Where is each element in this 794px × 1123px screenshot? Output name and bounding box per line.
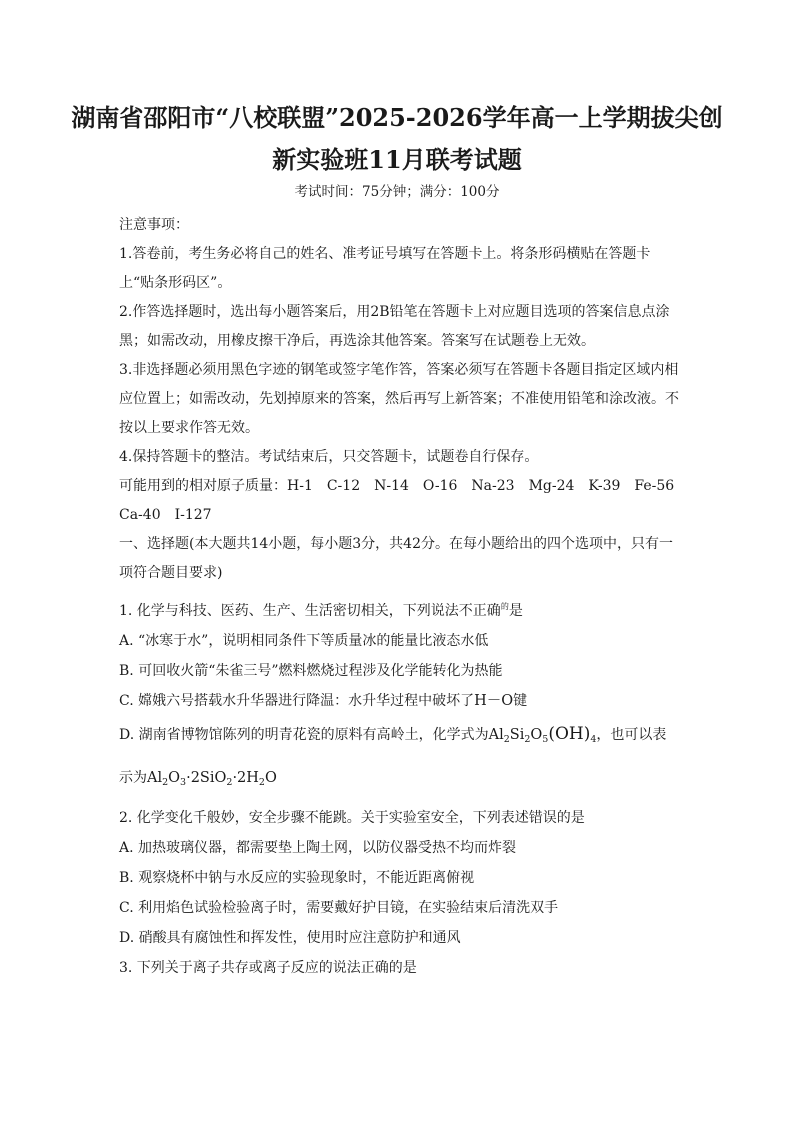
oxide-formula: $Al_2O_3\cdot 2SiO_2\cdot 2H_2O$ xyxy=(147,770,277,788)
question-1-option-b: B. 可回收火箭“朱雀三号”燃料燃烧过程涉及化学能转化为热能 xyxy=(119,663,503,679)
bond-formula: H－O xyxy=(474,693,514,709)
question-1-option-d-cont: 示为$Al_2O_3\cdot 2SiO_2\cdot 2H_2O$ xyxy=(119,770,277,788)
exam-title-line2: 新实验班11月联考试题 xyxy=(272,145,522,174)
exam-time-info: 考试时间：75分钟；满分：100分 xyxy=(294,184,500,200)
question-2-option-c: C. 利用焰色试验检验离子时，需要戴好护目镜，在实验结束后清洗双手 xyxy=(119,900,559,916)
question-1-stem: 1. 化学与科技、医药、生产、生活密切相关，下列说法不正确$^的$是 xyxy=(119,602,523,619)
atomic-masses: 可能用到的相对原子质量：H-1 C-12 N-14 O-16 Na-23 Mg-24 K-39 Fe-56 Ca-40 I-127 xyxy=(119,478,689,523)
notice-heading: 注意事项： xyxy=(119,217,189,233)
question-2-option-d: D. 硝酸具有腐蚀性和挥发性，使用时应注意防护和通风 xyxy=(119,930,461,946)
question-1-option-d: D. 湖南省博物馆陈列的明青花瓷的原料有高岭土，化学式为$Al_2Si_2O_5(OH)_4$，也可以表 xyxy=(119,724,667,745)
question-1-option-c: C. 嫦娥六号搭载水升华器进行降温：水升华过程中破坏了H－O键 xyxy=(119,693,528,709)
question-1-option-a: A. “冰寒于水”，说明相同条件下等质量冰的能量比液态水低 xyxy=(119,633,489,649)
kaolin-formula: $Al_2Si_2O_5(OH)_4$ xyxy=(488,724,597,745)
question-2-option-b: B. 观察烧杯中钠与水反应的实验现象时，不能近距离俯视 xyxy=(119,870,475,886)
notice-item: 1.答卷前，考生务必将自己的姓名、准考证号填写在答题卡上。将条形码横贴在答题卡上“贴条形码区”。 xyxy=(119,246,651,291)
question-3-stem: 3. 下列关于离子共存或离子反应的说法正确的是 xyxy=(119,960,417,976)
stem-mark: 的 xyxy=(500,602,509,611)
notice-item: 3.非选择题必须用黑色字迹的钢笔或签字笔作答，答案必须写在答题卡各题目指定区域内相应位置上；如需改动，先划掉原来的答案，然后再写上新答案；不准使用铅笔和涂改液。不按以上要求作答无效。 xyxy=(119,362,679,436)
question-2-option-a: A. 加热玻璃仪器，都需要垫上陶土网，以防仪器受热不均而炸裂 xyxy=(119,840,517,856)
notice-item: 2.作答选择题时，选出每小题答案后，用2B铅笔在答题卡上对应题目选项的答案信息点涂黑；如需改动，用橡皮擦干净后，再选涂其他答案。答案写在试题卷上无效。 xyxy=(119,304,670,349)
question-2-stem: 2. 化学变化千般妙，安全步骤不能跳。关于实验室安全，下列表述错误的是 xyxy=(119,810,585,826)
exam-title-line1: 湖南省邵阳市“八校联盟”2025-2026学年高一上学期拔尖创 xyxy=(71,103,723,132)
exam-content xyxy=(119,211,689,983)
notice-item: 4.保持答题卡的整洁。考试结束后，只交答题卡，试题卷自行保存。 xyxy=(119,449,539,465)
section-heading: 一、选择题(本大题共14小题，每小题3分，共42分。在每小题给出的四个选项中，只有一项符合题目要求) xyxy=(119,536,673,581)
